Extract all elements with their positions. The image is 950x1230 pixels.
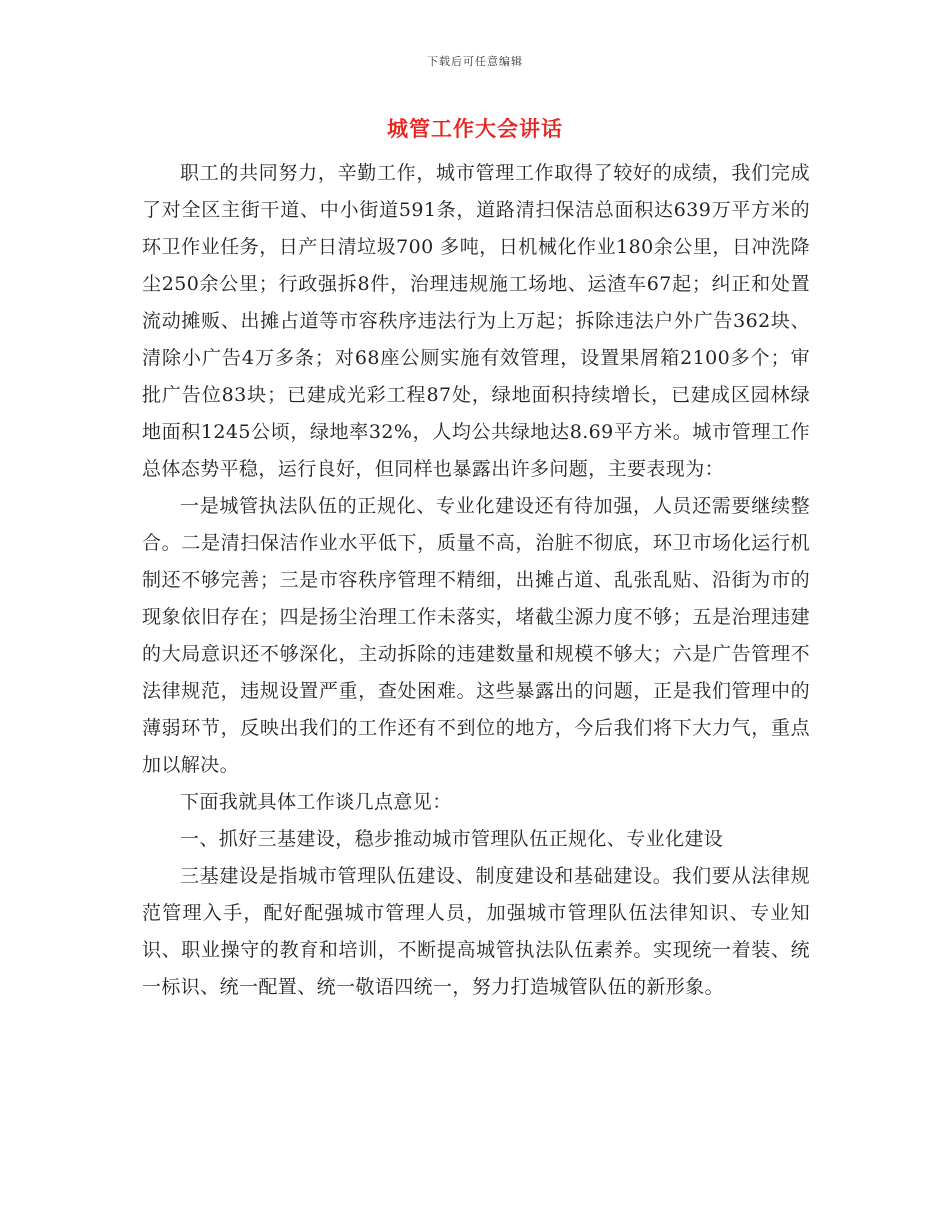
section-heading-1: 一、抓好三基建设，稳步推动城市管理队伍正规化、专业化建设	[180, 828, 724, 850]
page-header-note: 下载后可任意编辑	[427, 55, 523, 68]
document-title: 城管工作大会讲话	[387, 116, 563, 141]
paragraph-achievements: 职工的共同努力，辛勤工作，城市管理工作取得了较好的成绩，我们完成了对全区主街干道、中小街道591条，道路清扫保洁总面积达639万平方米的环卫作业任务，日产日清垃圾700 多吨，日机械化作业180余公里，日冲洗降尘250余公里；行政强拆8件，治理违规施工场地、运渣车67起；纠正和处置流动摊贩、出摊占道等市容秩序违法行为上万起；拆除违法户外广告362块、清除小广告4万多条；对68座公厕实施有效管理，设置果屑箱2100多个；审批广告位83块；已建成光彩工程87处，绿地面积持续增长，已建成区园林绿地面积1245公顷，绿地率32%，人均公共绿地达8.69平方米。城市管理工作总体态势平稳，运行良好，但同样也暴露出许多问题，主要表现为：	[142, 162, 810, 480]
paragraph-intro-opinions: 下面我就具体工作谈几点意见：	[180, 791, 452, 813]
paragraph-problems: 一是城管执法队伍的正规化、专业化建设还有待加强，人员还需要继续整合。二是清扫保洁作业水平低下，质量不高，治脏不彻底，环卫市场化运行机制还不够完善；三是市容秩序管理不精细，出摊占道、乱张乱贴、沿街为市的现象依旧存在；四是扬尘治理工作未落实，堵截尘源力度不够；五是治理违建的大局意识还不够深化，主动拆除的违建数量和规模不够大；六是广告管理不法律规范，违规设置严重，查处困难。这些暴露出的问题，正是我们管理中的薄弱环节，反映出我们的工作还有不到位的地方，今后我们将下大力气，重点加以解决。	[142, 495, 810, 776]
document-body	[142, 155, 810, 1006]
section-paragraph-1: 三基建设是指城市管理队伍建设、制度建设和基础建设。我们要从法律规范管理入手，配好配强城市管理人员，加强城市管理队伍法律知识、专业知识、职业操守的教育和培训，不断提高城管执法队伍素养。实现统一着装、统一标识、统一配置、统一敬语四统一，努力打造城管队伍的新形象。	[142, 865, 810, 998]
